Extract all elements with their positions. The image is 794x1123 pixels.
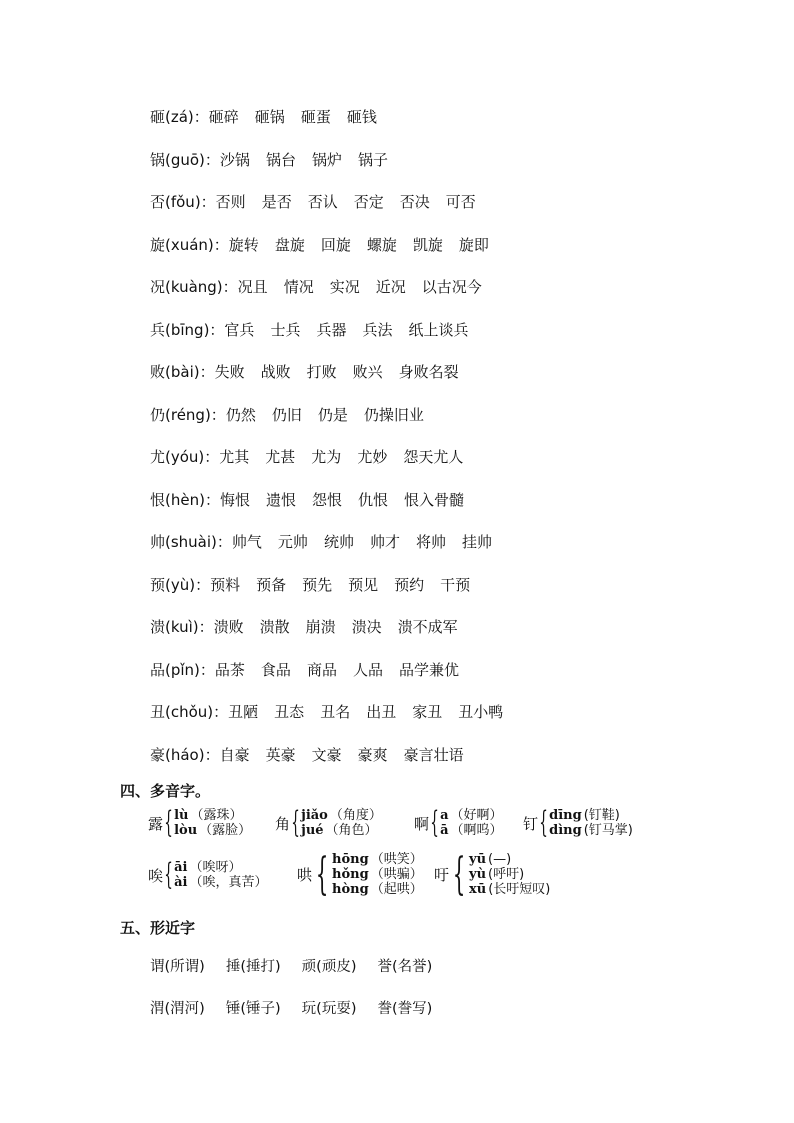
similar-item: 玩(玩耍) <box>301 1001 357 1017</box>
vocab-word: 砸锅 <box>254 108 285 126</box>
vocab-row <box>150 274 519 317</box>
vocab-row <box>150 487 519 530</box>
polyphonic-entry <box>523 805 633 840</box>
vocab-word: 悔恨 <box>219 490 250 509</box>
vocab-word: 尤甚 <box>265 448 296 466</box>
vocab-word: 家丑 <box>412 703 443 721</box>
vocab-row <box>150 444 519 487</box>
vocab-char: 溃(kuì)： <box>150 618 214 636</box>
vocab-row <box>150 104 519 147</box>
vocab-word: 可否 <box>445 193 476 211</box>
vocab-word: 否决 <box>399 193 430 211</box>
brace-icon: { <box>164 805 173 840</box>
vocab-word: 盘旋 <box>274 235 305 254</box>
poly-reading: yū (—) <box>469 852 512 867</box>
vocab-word: 旋即 <box>458 235 489 254</box>
polyphonic-entry <box>275 805 382 840</box>
vocab-word: 食品 <box>260 660 291 679</box>
poly-char: 唉 <box>148 866 164 885</box>
poly-readings <box>469 852 550 897</box>
vocab-word: 战败 <box>260 363 291 381</box>
vocab-word: 尤妙 <box>357 448 388 466</box>
vocab-row <box>150 614 519 657</box>
poly-readings <box>174 808 251 838</box>
brace-icon: { <box>430 805 439 840</box>
vocab-word: 回旋 <box>320 235 351 254</box>
similar-item: 谓(所谓) <box>150 959 205 975</box>
brace-icon: { <box>539 805 548 840</box>
vocab-row <box>150 699 519 742</box>
brace-icon: { <box>164 857 173 892</box>
poly-char: 哄 <box>297 866 313 884</box>
vocab-word: 凯旋 <box>412 235 443 254</box>
vocab-word: 砸蛋 <box>300 108 331 126</box>
vocab-word: 是否 <box>261 193 292 211</box>
vocab-word: 锅子 <box>357 150 388 169</box>
poly-char: 啊 <box>414 814 430 833</box>
vocab-word: 沙锅 <box>219 150 250 169</box>
brace-icon: { <box>291 805 300 840</box>
vocab-word: 以古况今 <box>421 278 482 296</box>
section-title-similar: 五、形近字 <box>120 919 196 937</box>
poly-char: 钉 <box>523 814 539 833</box>
vocab-word: 尤为 <box>311 448 342 466</box>
poly-reading: yù (呼吁) <box>469 867 525 882</box>
vocab-word: 兵法 <box>362 320 393 339</box>
vocab-word: 统帅 <box>323 533 354 551</box>
vocab-word: 挂帅 <box>461 533 492 551</box>
vocab-row <box>150 742 519 785</box>
vocab-word: 遗恨 <box>265 490 296 509</box>
poly-reading: āi （唉呀） <box>174 860 242 875</box>
poly-reading: lù （露珠） <box>174 808 243 823</box>
poly-reading: a （好啊） <box>440 808 503 823</box>
vocab-word: 豪言壮语 <box>403 745 464 764</box>
vocab-word: 怨恨 <box>311 490 342 509</box>
poly-char: 角 <box>275 814 291 833</box>
vocab-row <box>150 232 519 275</box>
similar-item: 誊(誊写) <box>377 1001 433 1017</box>
vocab-row <box>150 402 519 445</box>
poly-char: 露 <box>148 814 164 833</box>
vocab-word: 士兵 <box>270 320 301 339</box>
vocab-word: 元帅 <box>277 533 308 551</box>
vocab-word: 崩溃 <box>305 618 336 636</box>
vocab-word: 品学兼优 <box>398 660 459 679</box>
vocab-word: 怨天尤人 <box>403 448 464 466</box>
poly-reading: lòu （露脸） <box>174 823 252 838</box>
similar-item: 捶(捶打) <box>225 959 281 975</box>
vocab-char: 旋(xuán)： <box>150 235 229 254</box>
poly-reading: ā （啊呜） <box>440 823 503 838</box>
vocab-word: 溃败 <box>213 618 244 636</box>
polyphonic-entry <box>148 857 268 892</box>
similar-row <box>150 955 453 976</box>
vocab-char: 豪(háo)： <box>150 745 220 764</box>
vocab-char: 恨(hèn)： <box>150 490 220 509</box>
vocab-word: 预料 <box>210 575 241 594</box>
vocab-row <box>150 657 519 700</box>
vocab-row <box>150 317 519 360</box>
similar-item: 锤(锤子) <box>225 1001 281 1017</box>
vocab-word: 文豪 <box>311 745 342 764</box>
vocab-char: 否(fǒu)： <box>150 193 216 211</box>
vocab-word: 预约 <box>394 575 425 594</box>
similar-item: 顽(顽皮) <box>301 959 357 975</box>
vocab-word: 溃散 <box>259 618 290 636</box>
vocab-char: 丑(chǒu)： <box>150 703 229 721</box>
vocab-word: 溃不成军 <box>397 618 458 636</box>
vocab-word: 干预 <box>440 575 471 594</box>
poly-reading: hǒng （哄骗） <box>332 867 423 882</box>
vocab-word: 纸上谈兵 <box>408 320 469 339</box>
vocab-char: 兵(bīng)： <box>150 320 225 339</box>
vocab-word: 身败名裂 <box>398 363 459 381</box>
vocab-word: 丑陋 <box>228 703 259 721</box>
vocab-word: 出丑 <box>366 703 397 721</box>
poly-reading: hōng （哄笑） <box>332 852 423 867</box>
vocab-word: 实况 <box>329 278 360 296</box>
section-title-polyphonic: 四、多音字。 <box>120 782 211 800</box>
vocab-word: 人品 <box>352 660 383 679</box>
vocab-word: 仍旧 <box>271 405 302 424</box>
vocab-word: 英豪 <box>265 745 296 764</box>
vocab-word: 仇恨 <box>358 490 389 509</box>
vocab-row <box>150 572 519 615</box>
vocab-word: 帅气 <box>231 533 262 551</box>
polyphonic-entry <box>148 805 252 840</box>
vocab-word: 官兵 <box>224 320 255 339</box>
vocab-word: 预见 <box>348 575 379 594</box>
vocab-word: 情况 <box>283 278 314 296</box>
vocab-row <box>150 147 519 190</box>
vocab-char: 仍(réng)： <box>150 405 226 424</box>
polyphonic-entry <box>434 848 551 900</box>
vocab-word: 将帅 <box>415 533 446 551</box>
poly-readings <box>174 860 267 890</box>
poly-readings <box>332 852 423 897</box>
poly-reading: dìng (钉马掌) <box>549 823 633 838</box>
vocab-row <box>150 189 519 232</box>
vocab-row <box>150 359 519 402</box>
vocab-word: 预备 <box>256 575 287 594</box>
vocab-word: 帅才 <box>369 533 400 551</box>
vocab-word: 砸碎 <box>208 108 239 126</box>
vocab-word: 丑小鸭 <box>458 703 504 721</box>
brace-icon: { <box>315 848 329 900</box>
vocab-list <box>150 104 519 784</box>
vocab-word: 否定 <box>353 193 384 211</box>
vocab-word: 品茶 <box>214 660 245 679</box>
poly-reading: jiǎo （角度） <box>301 808 382 823</box>
polyphonic-entry <box>414 805 503 840</box>
similar-item: 誉(名誉) <box>377 959 433 975</box>
vocab-word: 锅台 <box>265 150 296 169</box>
vocab-word: 仍然 <box>225 405 256 424</box>
vocab-word: 恨入骨髓 <box>404 490 465 509</box>
vocab-word: 预先 <box>302 575 333 594</box>
vocab-char: 帅(shuài)： <box>150 533 232 551</box>
vocab-char: 况(kuàng)： <box>150 278 238 296</box>
poly-reading: jué （角色） <box>301 823 378 838</box>
vocab-char: 败(bài)： <box>150 363 215 381</box>
vocab-word: 丑名 <box>320 703 351 721</box>
vocab-word: 自豪 <box>219 745 250 764</box>
similar-item: 渭(渭河) <box>150 1001 205 1017</box>
poly-reading: hòng （起哄） <box>332 882 423 897</box>
vocab-word: 败兴 <box>352 363 383 381</box>
vocab-word: 仍是 <box>317 405 348 424</box>
poly-reading: ài （唉，真苦） <box>174 875 268 890</box>
vocab-word: 溃决 <box>351 618 382 636</box>
vocab-char: 预(yù)： <box>150 575 211 594</box>
vocab-word: 否则 <box>215 193 246 211</box>
vocab-word: 否认 <box>307 193 338 211</box>
vocab-char: 砸(zá)： <box>150 108 209 126</box>
poly-reading: dīng (钉鞋) <box>549 808 620 823</box>
vocab-word: 砸钱 <box>346 108 377 126</box>
vocab-word: 近况 <box>375 278 406 296</box>
vocab-word: 商品 <box>306 660 337 679</box>
vocab-word: 兵器 <box>316 320 347 339</box>
similar-row <box>150 997 453 1018</box>
poly-reading: xū (长吁短叹) <box>469 882 551 897</box>
vocab-word: 失败 <box>214 363 245 381</box>
vocab-word: 丑态 <box>274 703 305 721</box>
vocab-char: 品(pǐn)： <box>150 660 215 679</box>
vocab-word: 螺旋 <box>366 235 397 254</box>
vocab-word: 豪爽 <box>357 745 388 764</box>
poly-readings <box>301 808 382 838</box>
vocab-char: 尤(yóu)： <box>150 448 220 466</box>
vocab-word: 仍操旧业 <box>363 405 424 424</box>
vocab-word: 况且 <box>237 278 268 296</box>
vocab-row <box>150 529 519 572</box>
vocab-word: 打败 <box>306 363 337 381</box>
brace-icon: { <box>452 848 466 900</box>
vocab-word: 尤其 <box>219 448 250 466</box>
vocab-char: 锅(guō)： <box>150 150 220 169</box>
polyphonic-entry <box>297 848 423 900</box>
vocab-word: 锅炉 <box>311 150 342 169</box>
poly-char: 吁 <box>434 866 450 884</box>
poly-readings <box>440 808 502 838</box>
poly-readings <box>549 808 633 838</box>
vocab-word: 旋转 <box>228 235 259 254</box>
